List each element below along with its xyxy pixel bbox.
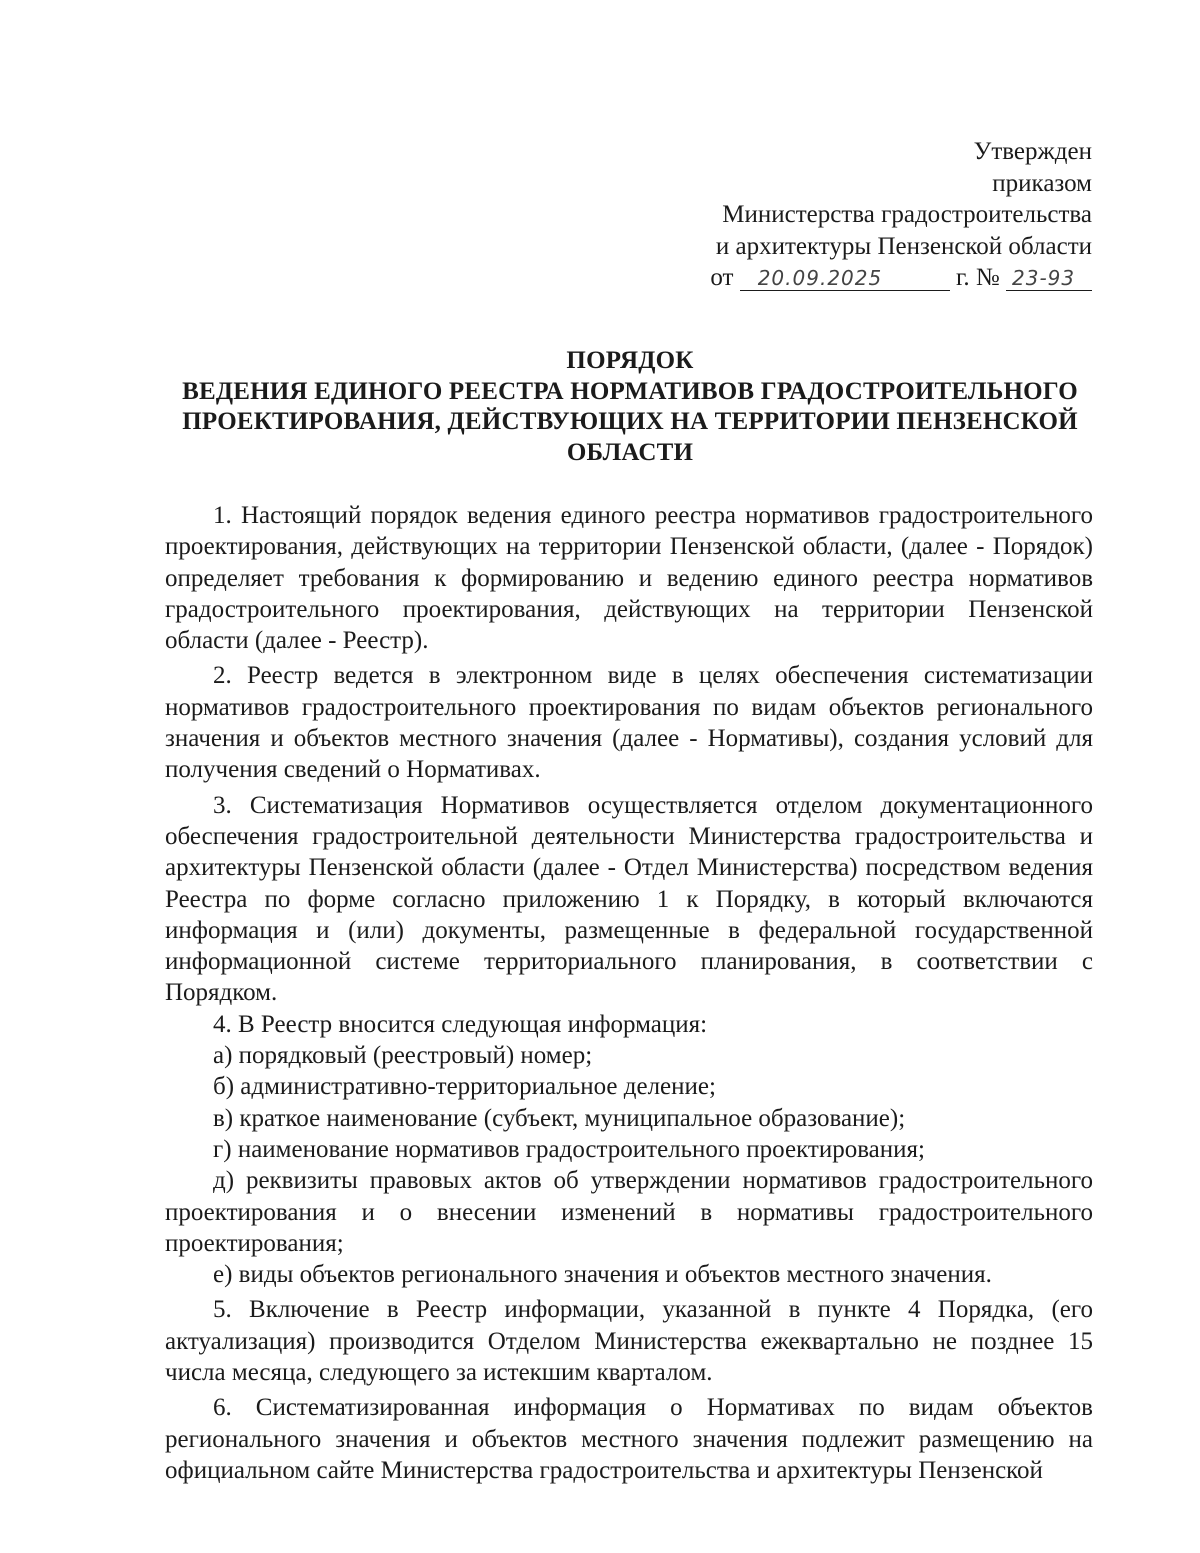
- approval-line-approved: Утвержден: [973, 138, 1092, 165]
- paragraph-4: 4. В Реестр вносится следующая информация:: [213, 1010, 708, 1038]
- approval-line-region: и архитектуры Пензенской области: [715, 232, 1092, 260]
- approval-number-field: 23-93: [1006, 266, 1092, 291]
- title-line-4: ОБЛАСТИ: [566, 438, 694, 466]
- paragraph-3: 3. Систематизация Нормативов осуществляется отделом документационного обеспечения градостроительной деятельности Министерства градостроительства и архитектуры Пензенской области (далее - Отдел Министерства) посредством ведения Реестра по форме согласно приложению 1 к Порядку, в который включаются информация и (или) документы, размещенные в федеральной государственной информационной системе территориального планирования, в соответствии с Порядком.: [165, 791, 1093, 1007]
- approval-line-order: приказом: [992, 169, 1092, 197]
- paragraph-4-item-f: е) виды объектов регионального значения и объектов местного значения.: [213, 1261, 992, 1289]
- approval-year-number-label: г. №: [955, 264, 1000, 291]
- approval-date-line: [710, 262, 1092, 294]
- paragraph-2: 2. Реестр ведется в электронном виде в целях обеспечения систематизации нормативов градостроительного проектирования по видам объектов регионального значения и объектов местного значения (далее - Нормативы), создания условий для получения сведений о Нормативах.: [165, 662, 1093, 784]
- title-line-1: ПОРЯДОК: [566, 347, 694, 374]
- title-line-2: ВЕДЕНИЯ ЕДИНОГО РЕЕСТРА НОРМАТИВОВ ГРАДОСТРОИТЕЛЬНОГО: [182, 377, 1078, 405]
- paragraph-4-item-e: д) реквизиты правовых актов об утверждении нормативов градостроительного проектирования и о внесении изменений в нормативы градостроительного проектирования;: [165, 1167, 1093, 1257]
- approval-line-ministry: Министерства градостроительства: [722, 201, 1092, 228]
- approval-from-label: от: [710, 264, 734, 291]
- paragraph-6: 6. Систематизированная информация о Нормативах по видам объектов регионального значения и объектов местного значения подлежит размещению на официальном сайте Министерства градостроительства и архитектуры Пензенской: [165, 1394, 1093, 1484]
- paragraph-5: 5. Включение в Реестр информации, указанной в пункте 4 Порядка, (его актуализация) производится Отделом Министерства ежеквартально не позднее 15 числа месяца, следующего за истекшим кварталом.: [165, 1296, 1093, 1387]
- paragraph-4-item-b: б) административно-территориальное деление;: [213, 1073, 716, 1101]
- paragraph-4-item-d: г) наименование нормативов градостроительного проектирования;: [213, 1135, 925, 1163]
- document-title: [160, 346, 1100, 468]
- approval-date-field: 20.09.2025: [740, 266, 950, 291]
- document-body: [165, 500, 1093, 1486]
- approval-stamp: [710, 136, 1092, 294]
- paragraph-4-item-a: а) порядковый (реестровый) номер;: [213, 1042, 593, 1070]
- paragraph-4-item-c: в) краткое наименование (субъект, муниципальное образование);: [213, 1104, 906, 1132]
- title-line-3: ПРОЕКТИРОВАНИЯ, ДЕЙСТВУЮЩИХ НА ТЕРРИТОРИИ ПЕНЗЕНСКОЙ: [182, 408, 1078, 435]
- paragraph-1: 1. Настоящий порядок ведения единого реестра нормативов градостроительного проектирования, действующих на территории Пензенской области, (далее - Порядок) определяет требования к формированию и ведению единого реестра нормативов градостроительного проектирования, действующих на территории Пензенской области (далее - Реестр).: [165, 502, 1093, 655]
